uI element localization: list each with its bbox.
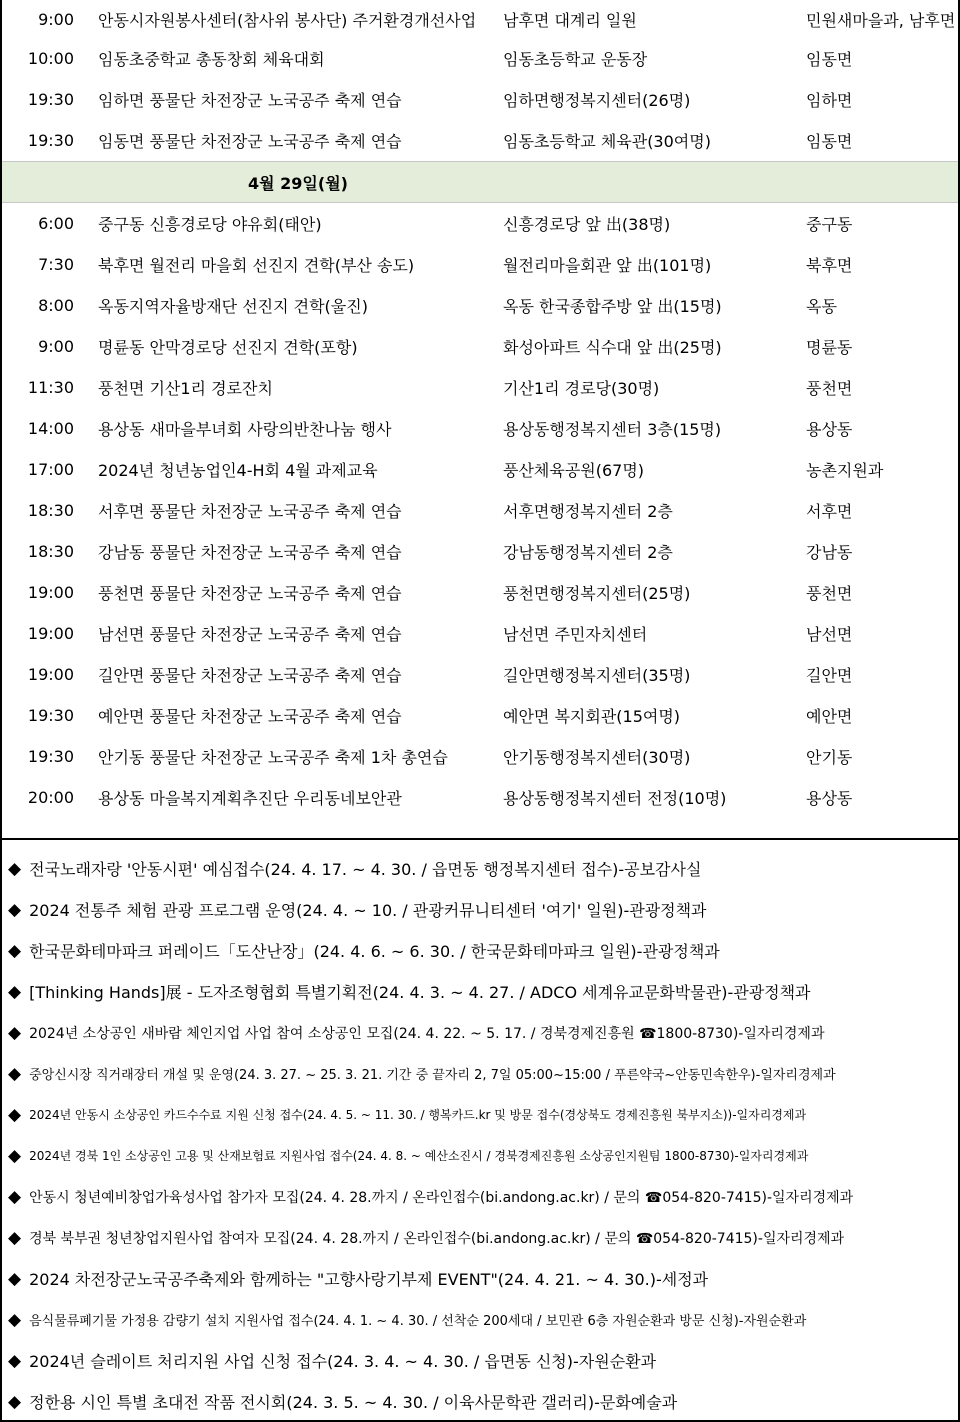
event-dept: 명륜동	[806, 338, 853, 357]
schedule-row	[2, 572, 958, 613]
event-time: 11:30	[27, 378, 74, 397]
event-time: 8:00	[38, 296, 74, 315]
notice-item	[8, 1135, 958, 1176]
notice-text: 경북 북부권 청년창업지원사업 참여자 모집(24. 4. 28.까지 / 온라인접수(bi.andong.ac.kr) / 문의 ☎054-820-7415)-일자리경제과	[29, 1230, 845, 1247]
notice-item	[8, 1176, 958, 1217]
notice-item	[8, 1012, 958, 1053]
event-title: 옥동지역자율방재단 선진지 견학(울진)	[98, 297, 368, 316]
event-dept: 강남동	[806, 543, 853, 562]
notice-item	[8, 1094, 958, 1135]
schedule-row	[2, 654, 958, 695]
event-title: 명륜동 안막경로당 선진지 견학(포항)	[98, 338, 358, 357]
event-place: 서후면행정복지센터 2층	[503, 502, 673, 521]
diamond-bullet-icon: ◆	[8, 1227, 22, 1248]
event-dept: 용상동	[806, 420, 853, 439]
notice-text: 2024년 경북 1인 소상공인 고용 및 산재보험료 지원사업 접수(24. 4. 8. ~ 예산소진시 / 경북경제진흥원 소상공인지원팀 1800-8730)-일자리경제과	[29, 1149, 809, 1163]
event-dept: 남선면	[806, 625, 853, 644]
event-time: 19:00	[27, 665, 74, 684]
event-title: 풍천면 풍물단 차전장군 노국공주 축제 연습	[98, 584, 402, 603]
notice-item	[8, 1299, 958, 1340]
event-place: 안기동행정복지센터(30명)	[503, 748, 691, 767]
schedule-row	[2, 244, 958, 285]
event-place: 남후면 대계리 일원	[503, 10, 637, 30]
event-time: 10:00	[27, 49, 74, 68]
date-header: 4월 29일(월)	[2, 162, 958, 203]
notice-text: 2024 전통주 체험 관광 프로그램 운영(24. 4. ~ 10. / 관광커뮤니티센터 '여기' 일원)-관광정책과	[29, 901, 707, 920]
schedule-table	[2, 0, 958, 818]
schedule-row	[2, 285, 958, 326]
event-time: 19:00	[27, 583, 74, 602]
event-time: 19:30	[27, 747, 74, 766]
notice-text: [Thinking Hands]展 - 도자조형협회 특별기획전(24. 4. 3. ~ 4. 27. / ADCO 세계유교문화박물관)-관광정책과	[29, 983, 811, 1002]
schedule-row	[2, 408, 958, 449]
schedule-row	[2, 695, 958, 736]
event-place: 남선면 주민자치센터	[503, 625, 648, 644]
notice-item	[8, 889, 958, 930]
event-place: 임동초등학교 운동장	[503, 50, 648, 69]
event-title: 안동시자원봉사센터(참사위 봉사단) 주거환경개선사업	[98, 10, 477, 30]
notice-list	[2, 840, 958, 1422]
diamond-bullet-icon: ◆	[8, 1145, 22, 1166]
event-dept: 농촌지원과	[806, 461, 884, 480]
notice-text: 2024년 슬레이트 처리지원 사업 신청 접수(24. 3. 4. ~ 4. 30. / 읍면동 신청)-자원순환과	[29, 1352, 657, 1371]
event-title: 임동초중학교 총동창회 체육대회	[98, 50, 325, 69]
notice-text: 한국문화테마파크 퍼레이드「도산난장」(24. 4. 6. ~ 6. 30. / 한국문화테마파크 일원)-관광정책과	[29, 942, 720, 961]
schedule-row	[2, 449, 958, 490]
diamond-bullet-icon: ◆	[8, 1350, 22, 1371]
event-time: 18:30	[27, 542, 74, 561]
schedule-row	[2, 367, 958, 408]
event-place: 신흥경로당 앞 出(38명)	[503, 215, 671, 234]
event-title: 안기동 풍물단 차전장군 노국공주 축제 1차 총연습	[98, 748, 448, 767]
event-title: 남선면 풍물단 차전장군 노국공주 축제 연습	[98, 625, 402, 644]
event-place: 임하면행정복지센터(26명)	[503, 91, 691, 110]
notice-item	[8, 971, 958, 1012]
schedule-row	[2, 203, 958, 245]
notice-text: 중앙신시장 직거래장터 개설 및 운영(24. 3. 27. ~ 25. 3. 21. 기간 중 끝자리 2, 7일 05:00~15:00 / 푸른약국~안동민속한우)-일자리경제과	[29, 1068, 836, 1083]
diamond-bullet-icon: ◆	[8, 981, 22, 1002]
diamond-bullet-icon: ◆	[8, 1186, 22, 1207]
event-dept: 예안면	[806, 707, 853, 726]
event-title: 풍천면 기산1리 경로잔치	[98, 379, 273, 398]
schedule-row	[2, 38, 958, 79]
notice-item	[8, 848, 958, 889]
notice-text: 2024년 안동시 소상공인 카드수수료 지원 신청 접수(24. 4. 5. ~ 11. 30. / 행복카드.kr 및 방문 접수(경상북도 경제진흥원 북부지소))-일자리경제과	[29, 1108, 807, 1122]
event-place: 옥동 한국종합주방 앞 出(15명)	[503, 297, 722, 316]
notice-text: 2024년 소상공인 새바람 체인지업 사업 참여 소상공인 모집(24. 4. 22. ~ 5. 17. / 경북경제진흥원 ☎1800-8730)-일자리경제과	[29, 1025, 825, 1042]
diamond-bullet-icon: ◆	[8, 1022, 22, 1043]
event-place: 풍산체육공원(67명)	[503, 461, 645, 480]
event-place: 화성아파트 식수대 앞 出(25명)	[503, 338, 722, 357]
event-dept: 풍천면	[806, 584, 853, 603]
event-title: 강남동 풍물단 차전장군 노국공주 축제 연습	[98, 543, 402, 562]
schedule-row	[2, 0, 958, 38]
diamond-bullet-icon: ◆	[8, 1104, 22, 1125]
notice-text: 안동시 청년예비창업가육성사업 참가자 모집(24. 4. 28.까지 / 온라인접수(bi.andong.ac.kr) / 문의 ☎054-820-7415)-일자리경제과	[29, 1189, 854, 1206]
event-time: 9:00	[38, 337, 74, 356]
event-title: 예안면 풍물단 차전장군 노국공주 축제 연습	[98, 707, 402, 726]
event-place: 용상동행정복지센터 전정(10명)	[503, 789, 727, 808]
schedule-row	[2, 120, 958, 162]
event-dept: 민원새마을과, 남후면	[806, 10, 956, 30]
event-dept: 풍천면	[806, 379, 853, 398]
schedule-row	[2, 79, 958, 120]
diamond-bullet-icon: ◆	[8, 940, 22, 961]
notice-item	[8, 930, 958, 971]
event-dept: 용상동	[806, 789, 853, 808]
event-dept: 북후면	[806, 256, 853, 275]
event-place: 풍천면행정복지센터(25명)	[503, 584, 691, 603]
schedule-row	[2, 326, 958, 367]
diamond-bullet-icon: ◆	[8, 858, 22, 879]
event-dept: 옥동	[806, 297, 837, 316]
notice-text: 음식물류폐기물 가정용 감량기 설치 지원사업 접수(24. 4. 1. ~ 4. 30. / 선착순 200세대 / 보민관 6층 자원순환과 방문 신청)-자원순환과	[29, 1314, 807, 1329]
event-dept: 임하면	[806, 91, 853, 110]
schedule-row	[2, 777, 958, 818]
date-header-row	[2, 162, 958, 203]
event-title: 서후면 풍물단 차전장군 노국공주 축제 연습	[98, 502, 402, 521]
event-time: 19:30	[27, 90, 74, 109]
event-title: 용상동 새마을부녀회 사랑의반찬나눔 행사	[98, 420, 392, 439]
diamond-bullet-icon: ◆	[8, 1063, 22, 1084]
event-place: 강남동행정복지센터 2층	[503, 543, 673, 562]
notice-item	[8, 1381, 958, 1422]
event-dept: 서후면	[806, 502, 853, 521]
event-place: 기산1리 경로당(30명)	[503, 379, 660, 398]
notice-item	[8, 1258, 958, 1299]
schedule-row	[2, 490, 958, 531]
event-dept: 임동면	[806, 132, 853, 151]
diamond-bullet-icon: ◆	[8, 1268, 22, 1289]
event-time: 9:00	[38, 9, 74, 29]
event-title: 2024년 청년농업인4-H회 4월 과제교육	[98, 461, 378, 480]
event-dept: 길안면	[806, 666, 853, 685]
event-place: 월전리마을회관 앞 出(101명)	[503, 256, 712, 275]
notice-text: 전국노래자랑 '안동시편' 예심접수(24. 4. 17. ~ 4. 30. / 읍면동 행정복지센터 접수)-공보감사실	[29, 860, 702, 879]
event-time: 19:30	[27, 131, 74, 150]
event-time: 7:30	[38, 255, 74, 274]
event-dept: 임동면	[806, 50, 853, 69]
notice-text: 2024 차전장군노국공주축제와 함께하는 "고향사랑기부제 EVENT"(24. 4. 21. ~ 4. 30.)-세정과	[29, 1270, 709, 1289]
event-dept: 안기동	[806, 748, 853, 767]
event-title: 중구동 신흥경로당 야유회(태안)	[98, 215, 322, 234]
event-time: 20:00	[27, 788, 74, 807]
schedule-row	[2, 613, 958, 654]
event-place: 용상동행정복지센터 3층(15명)	[503, 420, 722, 439]
event-time: 19:00	[27, 624, 74, 643]
event-place: 임동초등학교 체육관(30여명)	[503, 132, 711, 151]
event-time: 6:00	[38, 214, 74, 233]
schedule-row	[2, 736, 958, 777]
notice-item	[8, 1053, 958, 1094]
notice-text: 정한용 시인 특별 초대전 작품 전시회(24. 3. 5. ~ 4. 30. / 이육사문학관 갤러리)-문화예술과	[29, 1393, 678, 1412]
event-dept: 중구동	[806, 215, 853, 234]
notice-item	[8, 1217, 958, 1258]
notice-item	[8, 1340, 958, 1381]
event-time: 14:00	[27, 419, 74, 438]
event-title: 임동면 풍물단 차전장군 노국공주 축제 연습	[98, 132, 402, 151]
event-time: 17:00	[27, 460, 74, 479]
event-title: 임하면 풍물단 차전장군 노국공주 축제 연습	[98, 91, 402, 110]
diamond-bullet-icon: ◆	[8, 899, 22, 920]
event-title: 용상동 마을복지계획추진단 우리동네보안관	[98, 789, 402, 808]
event-place: 길안면행정복지센터(35명)	[503, 666, 691, 685]
event-title: 길안면 풍물단 차전장군 노국공주 축제 연습	[98, 666, 402, 685]
diamond-bullet-icon: ◆	[8, 1391, 22, 1412]
event-time: 19:30	[27, 706, 74, 725]
event-title: 북후면 월전리 마을회 선진지 견학(부산 송도)	[98, 256, 415, 275]
event-place: 예안면 복지회관(15여명)	[503, 707, 681, 726]
schedule-row	[2, 531, 958, 572]
event-time: 18:30	[27, 501, 74, 520]
diamond-bullet-icon: ◆	[8, 1309, 22, 1330]
